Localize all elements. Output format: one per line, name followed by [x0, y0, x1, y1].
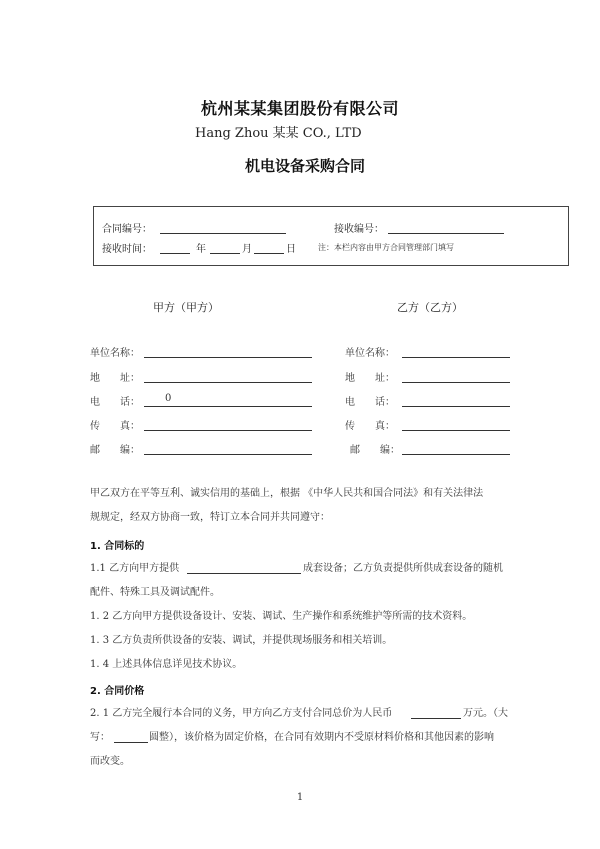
equipment-name-field[interactable] [187, 573, 301, 574]
party-a-field-label: 电 话： [90, 397, 140, 408]
party-b-field-label: 地 址： [345, 373, 395, 384]
clause-2-1-mid: 圆整），该价格为固定价格，在合同有效期内不受原材料价格和其他因素的影响 [149, 732, 494, 743]
party-b-field-line[interactable] [402, 357, 510, 358]
receive-time-label: 接收时间： [102, 244, 152, 255]
intro-line-1: 甲乙双方在平等互利、诚实信用的基础上，根据 《中华人民共和国合同法》和有关法律法 [90, 488, 484, 499]
party-b-field-line[interactable] [402, 406, 510, 407]
receive-year-field[interactable] [160, 253, 190, 254]
party-a-field-line[interactable] [144, 382, 312, 383]
clause-1-2: 1. 2 乙方向甲方提供设备设计、安装、调试、生产操作和系统维护等所需的技术资料。 [90, 611, 473, 622]
contract-number-field[interactable] [160, 233, 286, 234]
party-a-field-label: 邮 编： [90, 445, 140, 456]
section-1-title: 1. 合同标的 [90, 541, 145, 552]
clause-1-1-end: 成套设备；乙方负责提供所供成套设备的随机 [303, 563, 503, 574]
party-a-field-line[interactable] [144, 406, 312, 407]
party-a-field-line[interactable] [144, 454, 312, 455]
price-figure-field[interactable] [411, 718, 461, 719]
clause-1-4: 1. 4 上述具体信息详见技术协议。 [90, 659, 243, 670]
company-name-en: Hang Zhou 某某 CO., LTD [195, 126, 362, 141]
party-b-field-label: 电 话： [345, 397, 395, 408]
clause-2-1-uppercase-label: 写： [90, 732, 110, 743]
intro-line-2: 规规定，经双方协商一致，特订立本合同并共同遵守： [90, 512, 330, 523]
party-a-title: 甲方（甲方） [153, 301, 219, 314]
clause-1-1-start: 1.1 乙方向甲方提供 [90, 563, 180, 574]
section-2-title: 2. 合同价格 [90, 686, 145, 697]
party-b-field-label: 单位名称： [345, 348, 395, 359]
price-uppercase-field[interactable] [114, 742, 148, 743]
party-b-field-label: 邮 编： [350, 445, 400, 456]
party-b-title: 乙方（乙方） [397, 301, 463, 314]
page-number: 1 [296, 792, 304, 803]
document-title: 机电设备采购合同 [244, 157, 365, 175]
party-a-field-label: 单位名称： [90, 348, 140, 359]
receive-month-field[interactable] [210, 253, 240, 254]
party-a-field-line[interactable] [144, 357, 312, 358]
year-label: 年 [196, 244, 206, 255]
receive-number-field[interactable] [388, 233, 504, 234]
contract-number-label: 合同编号： [102, 224, 152, 235]
receive-day-field[interactable] [254, 253, 284, 254]
party-a-field-label: 地 址： [90, 373, 140, 384]
clause-1-3: 1. 3 乙方负责所供设备的安装、调试，并提供现场服务和相关培训。 [90, 635, 393, 646]
party-a-field-label: 传 真： [90, 421, 140, 432]
party-b-field-line[interactable] [402, 382, 510, 383]
party-b-field-label: 传 真： [345, 421, 395, 432]
month-label: 月 [242, 244, 252, 255]
receive-number-label: 接收编号： [334, 224, 384, 235]
admin-note: 注：本栏内容由甲方合同管理部门填写 [318, 243, 454, 252]
clause-2-1-unit: 万元。（大 [463, 708, 508, 719]
clause-2-1-start: 2. 1 乙方完全履行本合同的义务，甲方向乙方支付合同总价为人民币 [90, 708, 393, 719]
clause-1-1-cont: 配件、特殊工具及调试配件。 [90, 587, 220, 598]
party-a-field-line[interactable] [144, 430, 312, 431]
party-b-field-line[interactable] [402, 430, 510, 431]
party-a-field-value: 0 [165, 393, 172, 404]
party-b-field-line[interactable] [402, 454, 510, 455]
company-name-cn: 杭州某某集团股份有限公司 [200, 99, 399, 118]
day-label: 日 [286, 244, 296, 255]
clause-2-1-end: 而改变。 [90, 756, 130, 767]
admin-info-box [93, 206, 569, 266]
